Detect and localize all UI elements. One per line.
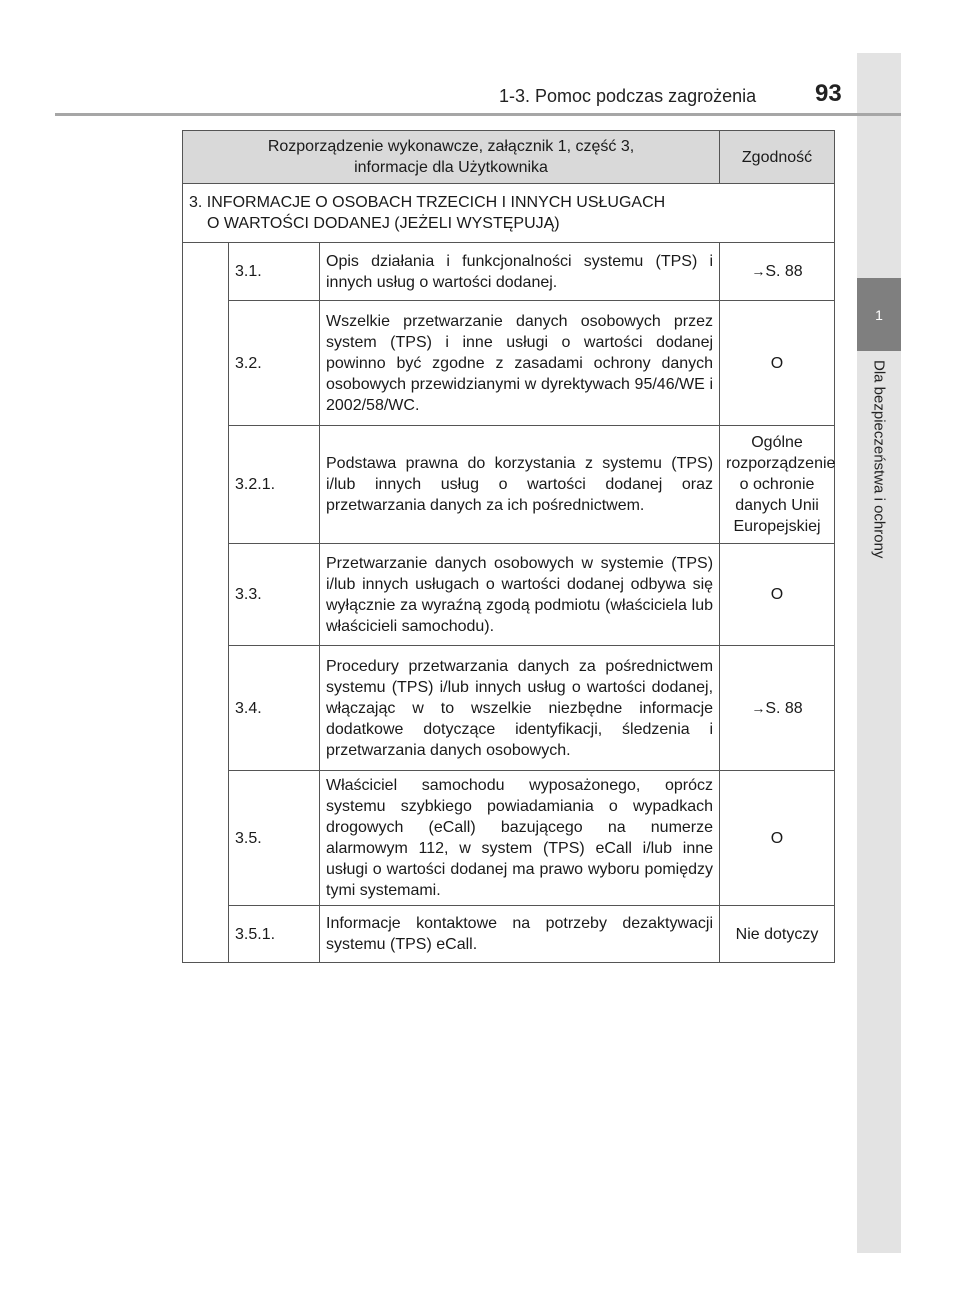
- row-description: Procedury przetwarzania danych za pośrednictwem systemu (TPS) i/lub innych usług o wartości dodanej, włączając w to wszelkie niezbędne informacje dodatkowe dotyczące identyfikacji, śledzenia i przetwarzania danych osobowych.: [320, 646, 720, 771]
- table-row: [183, 426, 835, 544]
- row-compliance: O: [720, 301, 835, 426]
- page-reference: S. 88: [765, 699, 803, 717]
- table-row: [183, 771, 835, 906]
- page-number: 93: [815, 80, 842, 107]
- header-compliance: Zgodność: [720, 131, 835, 184]
- row-description: Opis działania i funkcjonalności systemu (TPS) i innych usług o wartości dodanej.: [320, 243, 720, 301]
- row-description: Właściciel samochodu wyposażonego, oprócz systemu szybkiego powiadamiania o wypadkach drogowych (eCall) bazującego na numerze alarmowym 112, w system (TPS) eCall i/lub inne usługi o wartości dodanej ma prawo wyboru pomiędzy tymi systemami.: [320, 771, 720, 906]
- chapter-title: Dla bezpieczeństwa i ochrony: [870, 360, 888, 559]
- section-title: 1-3. Pomoc podczas zagrożenia: [499, 86, 757, 106]
- header-regulation-line1: Rozporządzenie wykonawcze, załącznik 1, część 3,: [267, 138, 635, 155]
- row-compliance: Ogólne rozporządzenie o ochronie danych Unii Europejskiej: [720, 426, 835, 544]
- row-description: Informacje kontaktowe na potrzeby dezaktywacji systemu (TPS) eCall.: [320, 906, 720, 963]
- row-compliance: [720, 646, 835, 771]
- row-number: 3.2.1.: [229, 426, 320, 544]
- table-header-row: [183, 131, 835, 184]
- indent-cell: [183, 243, 229, 963]
- arrow-right-icon: →: [751, 699, 766, 716]
- section-heading-line1: 3. INFORMACJE O OSOBACH TRZECICH I INNYCH USŁUGACH: [189, 194, 666, 211]
- row-compliance: Nie dotyczy: [720, 906, 835, 963]
- section-heading-line2: O WARTOŚCI DODANEJ (JEŻELI WYSTĘPUJĄ): [207, 215, 560, 232]
- compliance-table: [182, 130, 835, 963]
- row-number: 3.4.: [229, 646, 320, 771]
- table-row: [183, 646, 835, 771]
- row-number: 3.2.: [229, 301, 320, 426]
- chapter-number: 1: [875, 306, 883, 323]
- row-description: Wszelkie przetwarzanie danych osobowych przez system (TPS) i inne usługi o wartości dodanej powinno być zgodne z zasadami ochrony danych osobowych przewidzianymi w dyrektywach 95/46/WE i 2002/58/WC.: [320, 301, 720, 426]
- header-divider: [55, 113, 901, 116]
- table-row: [183, 906, 835, 963]
- row-compliance: O: [720, 771, 835, 906]
- row-number: 3.5.: [229, 771, 320, 906]
- table-row: [183, 243, 835, 301]
- header-regulation-line2: informacje dla Użytkownika: [354, 159, 548, 176]
- table-row: [183, 301, 835, 426]
- page-reference: S. 88: [765, 263, 803, 280]
- row-description: Podstawa prawna do korzystania z systemu (TPS) i/lub innych usług o wartości dodanej oraz przetwarzania danych za ich pośrednictwem.: [320, 426, 720, 544]
- row-number: 3.5.1.: [229, 906, 320, 963]
- header-regulation: [183, 131, 720, 184]
- row-compliance: [720, 243, 835, 301]
- chapter-sidebar: [857, 53, 901, 1253]
- table-row: [183, 544, 835, 646]
- chapter-number-tab: [857, 278, 901, 351]
- row-number: 3.3.: [229, 544, 320, 646]
- arrow-right-icon: →: [751, 263, 766, 279]
- row-number: 3.1.: [229, 243, 320, 301]
- row-description: Przetwarzanie danych osobowych w systemie (TPS) i/lub innych usługach o wartości dodanej odbywa się wyłącznie za wyraźną zgodą podmiotu (właściciela lub właścicieli samochodu).: [320, 544, 720, 646]
- section-row: [183, 184, 835, 243]
- chapter-title-vertical: [860, 360, 898, 620]
- row-compliance: O: [720, 544, 835, 646]
- section-heading: [183, 184, 835, 243]
